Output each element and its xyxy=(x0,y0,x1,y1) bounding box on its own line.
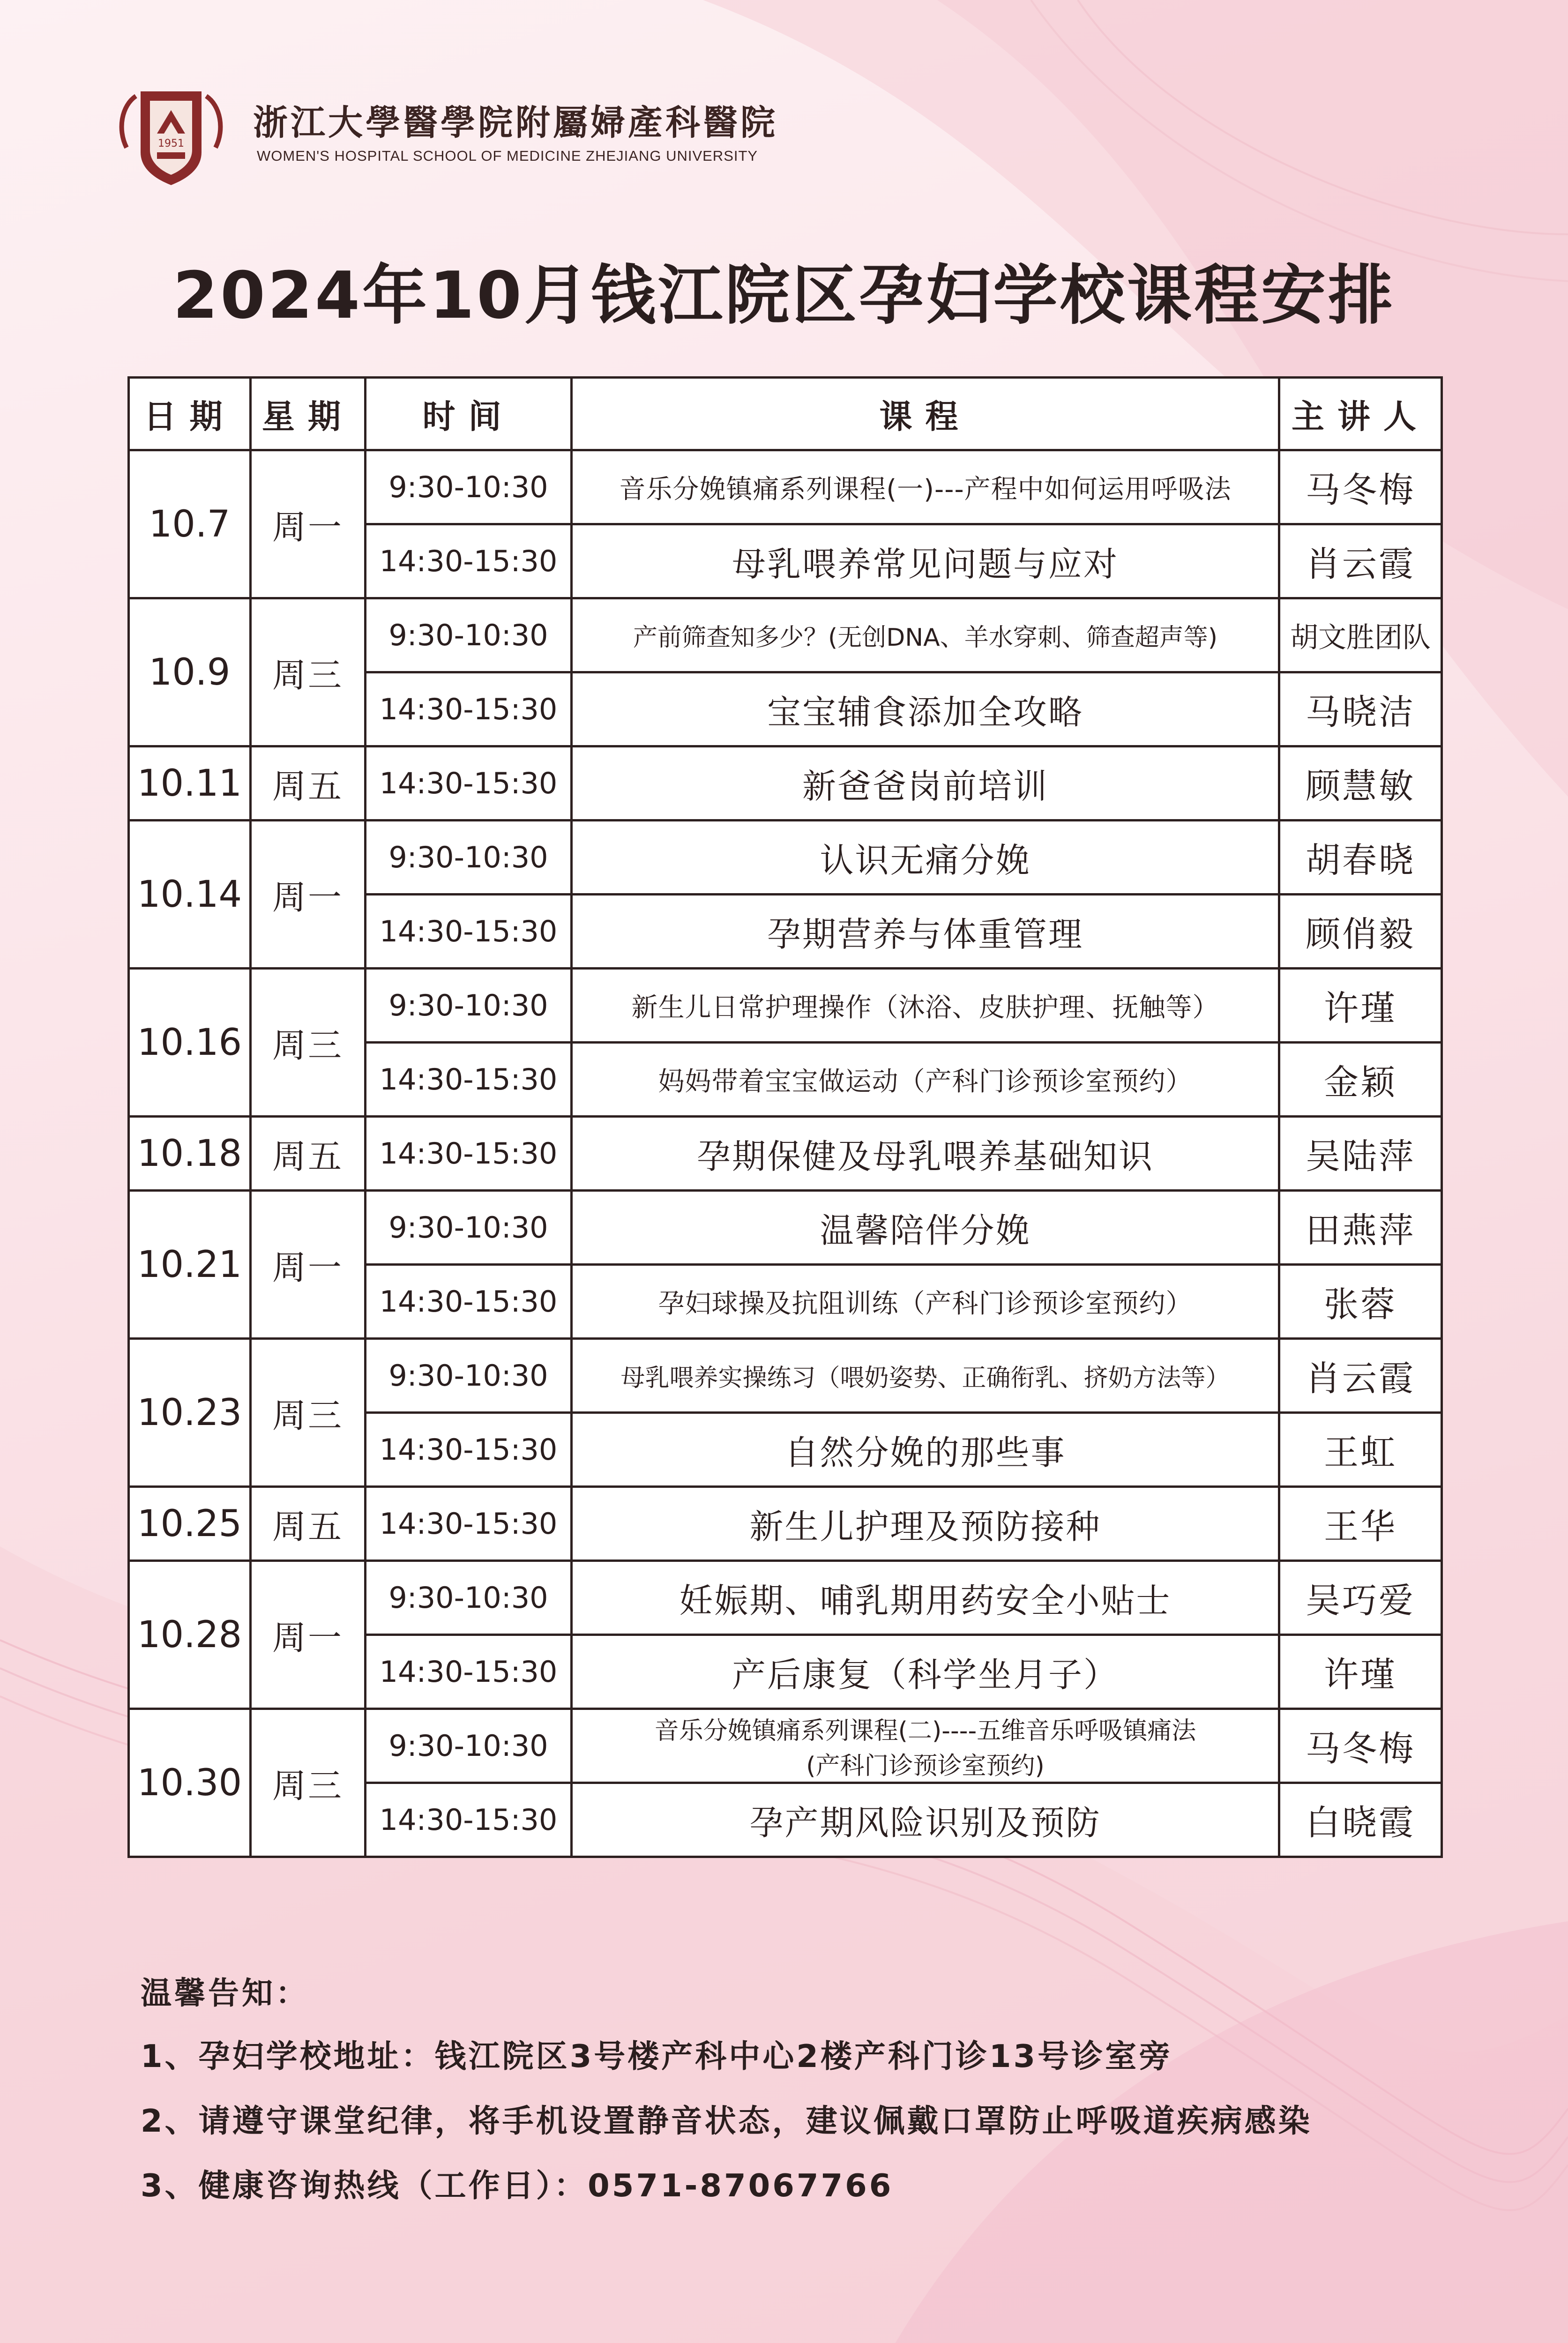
course-cell: 宝宝辅食添加全攻略 xyxy=(572,672,1279,746)
course-line2: (产科门诊预诊室预约) xyxy=(806,1752,1045,1780)
notice-item-address: 1、孕妇学校地址：钱江院区3号楼产科中心2楼产科门诊13号诊室旁 xyxy=(141,2038,1173,2074)
lecturer-cell: 胡文胜团队 xyxy=(1279,598,1442,672)
weekday-cell: 周五 xyxy=(251,1487,366,1561)
date-cell: 10.11 xyxy=(129,746,251,821)
course-cell: 妈妈带着宝宝做运动（产科门诊预诊室预约） xyxy=(572,1043,1279,1117)
lecturer-cell: 吴巧爱 xyxy=(1279,1561,1442,1635)
time-cell: 14:30-15:30 xyxy=(366,746,572,821)
time-cell: 14:30-15:30 xyxy=(366,524,572,598)
table-row xyxy=(129,821,1442,895)
course-cell: 新生儿护理及预防接种 xyxy=(572,1487,1279,1561)
weekday-cell: 周三 xyxy=(251,598,366,746)
date-cell: 10.30 xyxy=(129,1709,251,1857)
table-row xyxy=(129,1709,1442,1783)
notice-title: 温馨告知： xyxy=(141,1975,309,2011)
date-cell: 10.14 xyxy=(129,821,251,969)
course-cell: 新生儿日常护理操作（沐浴、皮肤护理、抚触等） xyxy=(572,969,1279,1043)
course-cell: 孕妇球操及抗阻训练（产科门诊预诊室预约） xyxy=(572,1265,1279,1339)
course-cell: 音乐分娩镇痛系列课程(一)---产程中如何运用呼吸法 xyxy=(572,450,1279,524)
date-cell: 10.9 xyxy=(129,598,251,746)
lecturer-cell: 金颖 xyxy=(1279,1043,1442,1117)
hospital-name-cn: 浙江大學醫學院附屬婦產科醫院 xyxy=(253,103,778,143)
lecturer-cell: 顾慧敏 xyxy=(1279,746,1442,821)
course-line1: 音乐分娩镇痛系列课程(二)----五维音乐呼吸镇痛法 xyxy=(654,1716,1196,1745)
time-cell: 14:30-15:30 xyxy=(366,1043,572,1117)
course-cell: 认识无痛分娩 xyxy=(572,821,1279,895)
time-cell: 14:30-15:30 xyxy=(366,1783,572,1857)
table-row xyxy=(129,1487,1442,1561)
course-schedule-table xyxy=(127,376,1443,1858)
date-cell: 10.16 xyxy=(129,969,251,1117)
course-cell xyxy=(572,1709,1279,1783)
lecturer-cell: 王华 xyxy=(1279,1487,1442,1561)
course-cell: 温馨陪伴分娩 xyxy=(572,1191,1279,1265)
course-cell: 新爸爸岗前培训 xyxy=(572,746,1279,821)
table-row xyxy=(129,1561,1442,1635)
course-cell: 母乳喂养常见问题与应对 xyxy=(572,524,1279,598)
course-cell: 产前筛查知多少？(无创DNA、羊水穿刺、筛查超声等) xyxy=(572,598,1279,672)
header-date: 日期 xyxy=(129,378,251,450)
notice-section xyxy=(141,1968,1312,2225)
hospital-header xyxy=(108,82,811,190)
weekday-cell: 周一 xyxy=(251,1561,366,1709)
lecturer-cell: 马冬梅 xyxy=(1279,450,1442,524)
course-cell: 自然分娩的那些事 xyxy=(572,1413,1279,1487)
header-weekday: 星期 xyxy=(251,378,366,450)
notice-item-hotline: 3、健康咨询热线（工作日）：0571-87067766 xyxy=(141,2167,894,2204)
time-cell: 9:30-10:30 xyxy=(366,969,572,1043)
time-cell: 9:30-10:30 xyxy=(366,1561,572,1635)
table-row xyxy=(129,450,1442,524)
weekday-cell: 周五 xyxy=(251,1117,366,1191)
header-time: 时间 xyxy=(366,378,572,450)
lecturer-cell: 胡春晓 xyxy=(1279,821,1442,895)
table-row xyxy=(129,969,1442,1043)
lecturer-cell: 许瑾 xyxy=(1279,1635,1442,1709)
lecturer-cell: 吴陆萍 xyxy=(1279,1117,1442,1191)
weekday-cell: 周三 xyxy=(251,969,366,1117)
time-cell: 14:30-15:30 xyxy=(366,1487,572,1561)
lecturer-cell: 田燕萍 xyxy=(1279,1191,1442,1265)
weekday-cell: 周三 xyxy=(251,1339,366,1487)
lecturer-cell: 顾俏毅 xyxy=(1279,895,1442,969)
time-cell: 9:30-10:30 xyxy=(366,598,572,672)
course-cell: 产后康复（科学坐月子） xyxy=(572,1635,1279,1709)
lecturer-cell: 许瑾 xyxy=(1279,969,1442,1043)
hospital-name-en: WOMEN'S HOSPITAL SCHOOL OF MEDICINE ZHEJIANG UNIVERSITY xyxy=(257,148,758,164)
lecturer-cell: 白晓霞 xyxy=(1279,1783,1442,1857)
table-row xyxy=(129,598,1442,672)
page-title: 2024年10月钱江院区孕妇学校课程安排 xyxy=(172,258,1396,333)
time-cell: 9:30-10:30 xyxy=(366,450,572,524)
lecturer-cell: 马冬梅 xyxy=(1279,1709,1442,1783)
time-cell: 14:30-15:30 xyxy=(366,895,572,969)
course-cell: 孕期营养与体重管理 xyxy=(572,895,1279,969)
table-header-row xyxy=(129,378,1442,450)
weekday-cell: 周五 xyxy=(251,746,366,821)
date-cell: 10.28 xyxy=(129,1561,251,1709)
date-cell: 10.23 xyxy=(129,1339,251,1487)
course-cell: 母乳喂养实操练习（喂奶姿势、正确衔乳、挤奶方法等） xyxy=(572,1339,1279,1413)
table-row xyxy=(129,746,1442,821)
time-cell: 9:30-10:30 xyxy=(366,1339,572,1413)
time-cell: 14:30-15:30 xyxy=(366,1413,572,1487)
course-cell: 妊娠期、哺乳期用药安全小贴士 xyxy=(572,1561,1279,1635)
time-cell: 9:30-10:30 xyxy=(366,1709,572,1783)
lecturer-cell: 肖云霞 xyxy=(1279,1339,1442,1413)
header-lecturer: 主讲人 xyxy=(1279,378,1442,450)
notice-item-discipline: 2、请遵守课堂纪律，将手机设置静音状态，建议佩戴口罩防止呼吸道疾病感染 xyxy=(141,2103,1312,2139)
lecturer-cell: 马晓洁 xyxy=(1279,672,1442,746)
weekday-cell: 周一 xyxy=(251,450,366,598)
lecturer-cell: 王虹 xyxy=(1279,1413,1442,1487)
weekday-cell: 周一 xyxy=(251,821,366,969)
date-cell: 10.7 xyxy=(129,450,251,598)
weekday-cell: 周三 xyxy=(251,1709,366,1857)
course-cell: 孕期保健及母乳喂养基础知识 xyxy=(572,1117,1279,1191)
lecturer-cell: 张蓉 xyxy=(1279,1265,1442,1339)
date-cell: 10.25 xyxy=(129,1487,251,1561)
date-cell: 10.21 xyxy=(129,1191,251,1339)
hospital-logo-icon xyxy=(108,82,234,190)
logo-year: 1951 xyxy=(158,138,184,149)
table-row xyxy=(129,1339,1442,1413)
lecturer-cell: 肖云霞 xyxy=(1279,524,1442,598)
weekday-cell: 周一 xyxy=(251,1191,366,1339)
date-cell: 10.18 xyxy=(129,1117,251,1191)
time-cell: 14:30-15:30 xyxy=(366,1635,572,1709)
table-row xyxy=(129,1117,1442,1191)
time-cell: 14:30-15:30 xyxy=(366,672,572,746)
table-row xyxy=(129,1191,1442,1265)
time-cell: 14:30-15:30 xyxy=(366,1265,572,1339)
time-cell: 14:30-15:30 xyxy=(366,1117,572,1191)
time-cell: 9:30-10:30 xyxy=(366,821,572,895)
course-cell: 孕产期风险识别及预防 xyxy=(572,1783,1279,1857)
header-course: 课程 xyxy=(572,378,1279,450)
time-cell: 9:30-10:30 xyxy=(366,1191,572,1265)
